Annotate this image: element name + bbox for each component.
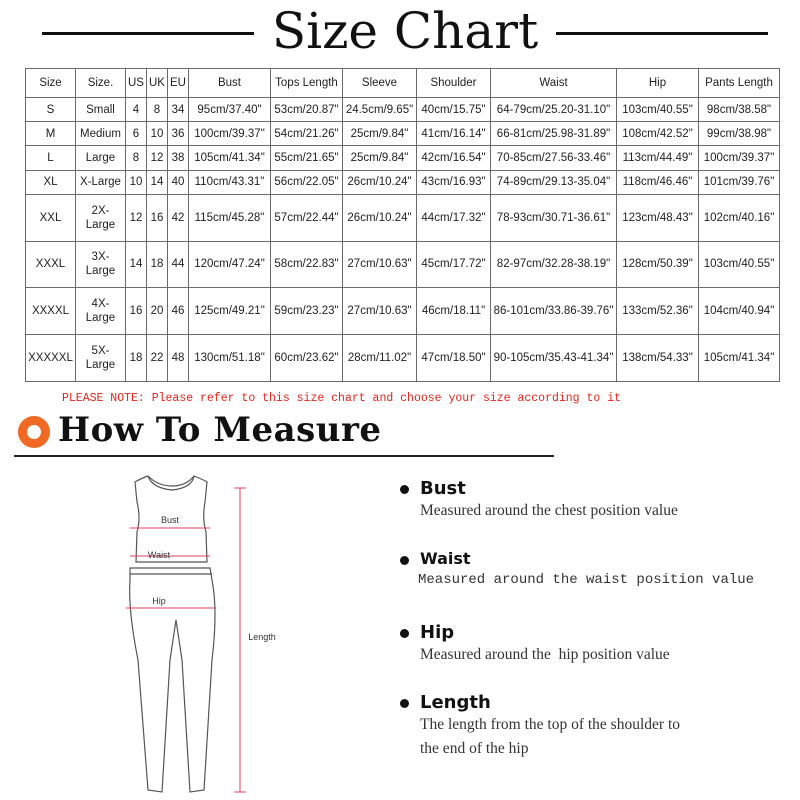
- table-row: [26, 170, 780, 194]
- table-cell: 60cm/23.62": [271, 335, 343, 382]
- orange-circle-icon: [18, 416, 50, 448]
- table-cell: 118cm/46.46": [617, 170, 699, 194]
- column-header: US: [126, 69, 147, 98]
- size-note: PLEASE NOTE: Please refer to this size chart and choose your size according to it: [62, 392, 621, 405]
- table-cell: 28cm/11.02": [343, 335, 417, 382]
- table-cell: 40: [168, 170, 189, 194]
- column-header: EU: [168, 69, 189, 98]
- table-cell: XXXXL: [26, 288, 76, 335]
- table-cell: 101cm/39.76": [699, 170, 780, 194]
- measure-title: Hip: [420, 622, 455, 643]
- table-row: [26, 146, 780, 170]
- measure-item-length: [400, 692, 680, 761]
- table-cell: 48: [168, 335, 189, 382]
- table-cell: L: [26, 146, 76, 170]
- size-table: [25, 68, 780, 382]
- table-cell: 104cm/40.94": [699, 288, 780, 335]
- table-cell: 20: [147, 288, 168, 335]
- table-cell: 42: [168, 194, 189, 241]
- pants-outline: [130, 568, 215, 792]
- column-header: Shoulder: [417, 69, 491, 98]
- table-cell: 8: [126, 146, 147, 170]
- table-cell: 22: [147, 335, 168, 382]
- table-cell: 102cm/40.16": [699, 194, 780, 241]
- table-cell: 103cm/40.55": [617, 98, 699, 122]
- table-row: [26, 241, 780, 288]
- table-cell: 108cm/42.52": [617, 122, 699, 146]
- measure-desc: Measured around the chest position value: [420, 502, 678, 519]
- table-row: [26, 194, 780, 241]
- table-cell: 105cm/41.34": [699, 335, 780, 382]
- length-label: Length: [248, 632, 276, 642]
- table-cell: 43cm/16.93": [417, 170, 491, 194]
- table-cell: XL: [26, 170, 76, 194]
- how-to-measure-header: [18, 412, 618, 452]
- column-header: Hip: [617, 69, 699, 98]
- table-cell: 66-81cm/25.98-31.89": [491, 122, 617, 146]
- column-header: UK: [147, 69, 168, 98]
- table-cell: 74-89cm/29.13-35.04": [491, 170, 617, 194]
- title-row: [0, 0, 800, 60]
- measure-item-hip: [400, 622, 670, 667]
- table-cell: 18: [126, 335, 147, 382]
- hip-label: Hip: [152, 596, 166, 606]
- table-cell: 41cm/16.14": [417, 122, 491, 146]
- table-cell: 38: [168, 146, 189, 170]
- table-cell: 10: [126, 170, 147, 194]
- table-cell: X-Large: [76, 170, 126, 194]
- bullet-icon: [400, 485, 409, 494]
- measure-desc: Measured around the waist position value: [418, 572, 755, 588]
- table-cell: 5X- Large: [76, 335, 126, 382]
- column-header: Sleeve: [343, 69, 417, 98]
- how-to-measure-heading: How To Measure: [58, 410, 382, 450]
- table-row: [26, 98, 780, 122]
- table-cell: 25cm/9.84": [343, 146, 417, 170]
- table-row: [26, 288, 780, 335]
- table-cell: 90-105cm/35.43-41.34": [491, 335, 617, 382]
- table-cell: XXXXXL: [26, 335, 76, 382]
- table-body: [26, 98, 780, 382]
- column-header: Pants Length: [699, 69, 780, 98]
- table-cell: 44cm/17.32": [417, 194, 491, 241]
- table-cell: 103cm/40.55": [699, 241, 780, 288]
- table-cell: 46: [168, 288, 189, 335]
- table-cell: 27cm/10.63": [343, 288, 417, 335]
- table-cell: 115cm/45.28": [189, 194, 271, 241]
- table-cell: 47cm/18.50": [417, 335, 491, 382]
- table-cell: 123cm/48.43": [617, 194, 699, 241]
- column-header: Size: [26, 69, 76, 98]
- table-cell: 99cm/38.98": [699, 122, 780, 146]
- table-cell: 36: [168, 122, 189, 146]
- measure-item-bust: [400, 478, 678, 523]
- column-header: Waist: [491, 69, 617, 98]
- table-header-row: [26, 69, 780, 98]
- table-cell: 95cm/37.40": [189, 98, 271, 122]
- table-cell: Large: [76, 146, 126, 170]
- table-cell: Small: [76, 98, 126, 122]
- bullet-icon: [400, 629, 409, 638]
- table-cell: 6: [126, 122, 147, 146]
- table-cell: M: [26, 122, 76, 146]
- table-cell: 3X- Large: [76, 241, 126, 288]
- table-cell: 110cm/43.31": [189, 170, 271, 194]
- waist-label: Waist: [147, 550, 171, 560]
- table-cell: 44: [168, 241, 189, 288]
- table-cell: 45cm/17.72": [417, 241, 491, 288]
- table-cell: 78-93cm/30.71-36.61": [491, 194, 617, 241]
- table-cell: 57cm/22.44": [271, 194, 343, 241]
- table-cell: 16: [126, 288, 147, 335]
- table-cell: 14: [147, 170, 168, 194]
- column-header: Tops Length: [271, 69, 343, 98]
- table-cell: 4X- Large: [76, 288, 126, 335]
- table-cell: 4: [126, 98, 147, 122]
- table-row: [26, 122, 780, 146]
- table-cell: 64-79cm/25.20-31.10": [491, 98, 617, 122]
- table-cell: 26cm/10.24": [343, 194, 417, 241]
- table-cell: XXL: [26, 194, 76, 241]
- table-cell: 40cm/15.75": [417, 98, 491, 122]
- section-divider: [14, 455, 554, 457]
- table-cell: 120cm/47.24": [189, 241, 271, 288]
- measure-item-waist: [400, 549, 754, 592]
- table-cell: 98cm/38.58": [699, 98, 780, 122]
- table-cell: 105cm/41.34": [189, 146, 271, 170]
- table-cell: 27cm/10.63": [343, 241, 417, 288]
- table-cell: 34: [168, 98, 189, 122]
- table-cell: 14: [126, 241, 147, 288]
- table-cell: 58cm/22.83": [271, 241, 343, 288]
- table-cell: 100cm/39.37": [699, 146, 780, 170]
- title-rule-right: [556, 32, 768, 35]
- table-cell: 86-101cm/33.86-39.76": [491, 288, 617, 335]
- measure-title: Bust: [420, 478, 466, 499]
- table-cell: Medium: [76, 122, 126, 146]
- table-cell: 24.5cm/9.65": [343, 98, 417, 122]
- table-cell: 53cm/20.87": [271, 98, 343, 122]
- page-title: Size Chart: [271, 2, 539, 60]
- table-cell: 130cm/51.18": [189, 335, 271, 382]
- bullet-icon: [400, 556, 409, 565]
- body-measurement-figure: [80, 470, 300, 800]
- measure-title: Waist: [420, 549, 471, 568]
- table-cell: 82-97cm/32.28-38.19": [491, 241, 617, 288]
- measure-desc: Measured around the hip position value: [420, 646, 670, 663]
- table-cell: 55cm/21.65": [271, 146, 343, 170]
- bust-label: Bust: [160, 515, 180, 525]
- table-cell: 113cm/44.49": [617, 146, 699, 170]
- table-cell: 12: [126, 194, 147, 241]
- measure-title: Length: [420, 692, 491, 713]
- table-cell: 133cm/52.36": [617, 288, 699, 335]
- title-rule-left: [42, 32, 254, 35]
- table-cell: 12: [147, 146, 168, 170]
- table-cell: 59cm/23.23": [271, 288, 343, 335]
- table-cell: 18: [147, 241, 168, 288]
- table-cell: 8: [147, 98, 168, 122]
- table-cell: 42cm/16.54": [417, 146, 491, 170]
- table-cell: 25cm/9.84": [343, 122, 417, 146]
- table-cell: 54cm/21.26": [271, 122, 343, 146]
- table-row: [26, 335, 780, 382]
- table-cell: 56cm/22.05": [271, 170, 343, 194]
- bullet-icon: [400, 699, 409, 708]
- table-cell: XXXL: [26, 241, 76, 288]
- column-header: Bust: [189, 69, 271, 98]
- table-cell: 26cm/10.24": [343, 170, 417, 194]
- table-cell: 70-85cm/27.56-33.46": [491, 146, 617, 170]
- table-cell: S: [26, 98, 76, 122]
- table-cell: 138cm/54.33": [617, 335, 699, 382]
- table-cell: 46cm/18.11": [417, 288, 491, 335]
- table-cell: 100cm/39.37": [189, 122, 271, 146]
- measure-desc: The length from the top of the shoulder to the end of the hip: [420, 716, 680, 757]
- column-header: Size.: [76, 69, 126, 98]
- table-cell: 128cm/50.39": [617, 241, 699, 288]
- table-cell: 16: [147, 194, 168, 241]
- table-cell: 2X- Large: [76, 194, 126, 241]
- table-cell: 10: [147, 122, 168, 146]
- table-cell: 125cm/49.21": [189, 288, 271, 335]
